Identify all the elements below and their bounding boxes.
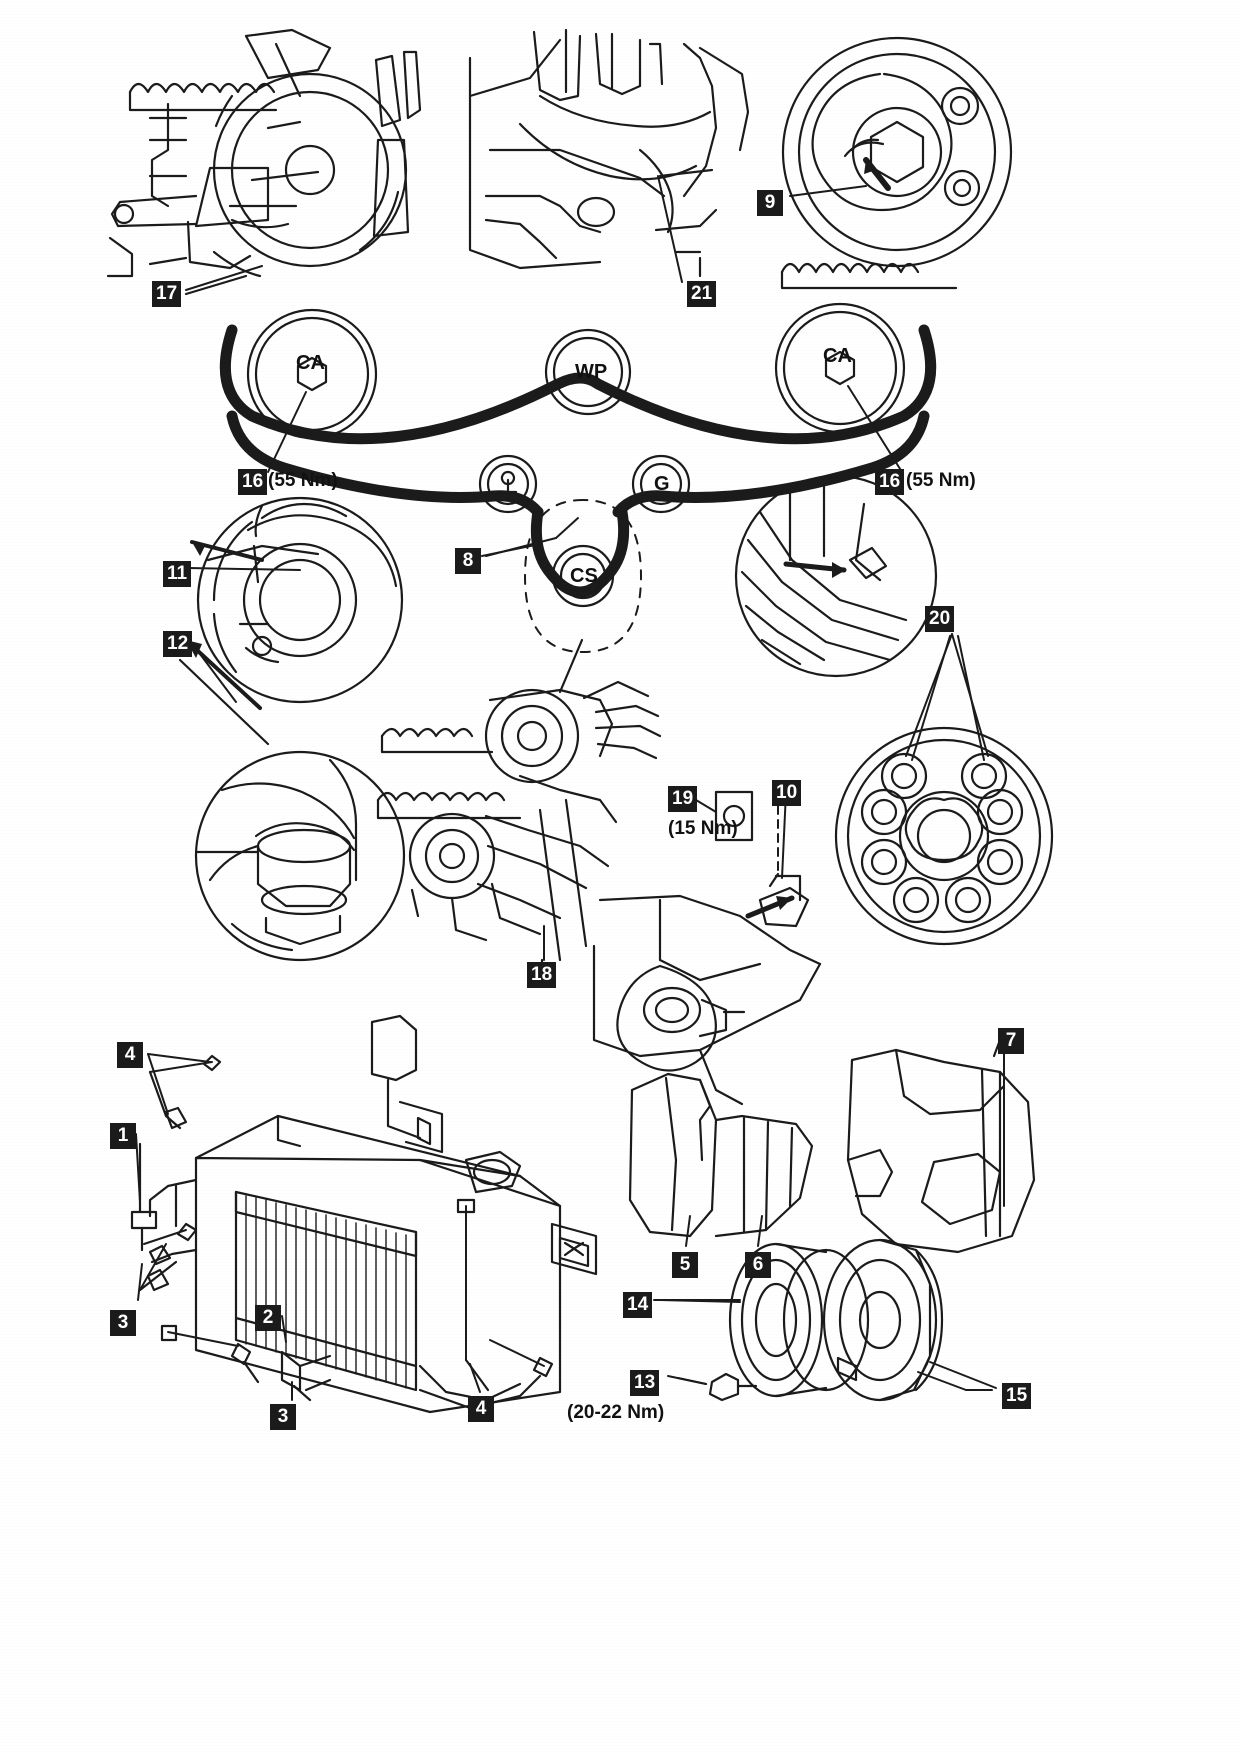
callout-3-left[interactable]: 3 [110, 1310, 136, 1336]
detail-belt-edge [736, 476, 936, 676]
callout-6[interactable]: 6 [745, 1252, 771, 1278]
detail-covers [630, 1040, 1034, 1252]
callout-17[interactable]: 17 [152, 281, 181, 307]
torque-spec-16-right: (55 Nm) [906, 470, 976, 491]
callout-11[interactable]: 11 [163, 561, 191, 587]
callout-16-left[interactable]: 16 [238, 469, 267, 495]
callout-10[interactable]: 10 [772, 780, 801, 806]
pulley-label-camshaft-left: CA [296, 352, 325, 374]
pulley-label-guide: G [654, 473, 670, 495]
detail-tensioner-21 [470, 30, 748, 276]
pulley-label-camshaft-right: CA [823, 345, 852, 367]
callout-16-right[interactable]: 16 [875, 469, 904, 495]
callout-18[interactable]: 18 [527, 962, 556, 988]
callout-1[interactable]: 1 [110, 1123, 136, 1149]
callout-20[interactable]: 20 [925, 606, 954, 632]
callout-2[interactable]: 2 [255, 1305, 281, 1331]
torque-spec-16-left: (55 Nm) [268, 470, 338, 491]
detail-flywheel-20 [836, 634, 1052, 944]
callout-4-top[interactable]: 4 [117, 1042, 143, 1068]
detail-crank-seal-11-12 [180, 498, 404, 960]
callout-12[interactable]: 12 [163, 631, 192, 657]
callout-21[interactable]: 21 [687, 281, 716, 307]
callout-5[interactable]: 5 [672, 1252, 698, 1278]
callout-3-bottom[interactable]: 3 [270, 1404, 296, 1430]
callout-14[interactable]: 14 [623, 1292, 652, 1318]
callout-19[interactable]: 19 [668, 786, 697, 812]
detail-radiator-assembly [132, 1016, 596, 1412]
callout-15[interactable]: 15 [1002, 1383, 1031, 1409]
detail-camshaft-sprocket-left [108, 30, 420, 294]
callout-9[interactable]: 9 [757, 190, 783, 216]
callout-8[interactable]: 8 [455, 548, 481, 574]
callout-13[interactable]: 13 [630, 1370, 659, 1396]
detail-sprocket-9 [782, 38, 1011, 288]
detail-crank-pulley [654, 1240, 992, 1400]
callout-7[interactable]: 7 [998, 1028, 1024, 1054]
torque-spec-13: (20-22 Nm) [567, 1402, 665, 1423]
torque-spec-19: (15 Nm) [668, 818, 738, 839]
detail-tensioning-tool-18 [378, 640, 660, 980]
pulley-label-water-pump: WP [575, 361, 608, 383]
callout-4-bottom[interactable]: 4 [468, 1396, 494, 1422]
pulley-label-crankshaft: CS [570, 565, 598, 587]
